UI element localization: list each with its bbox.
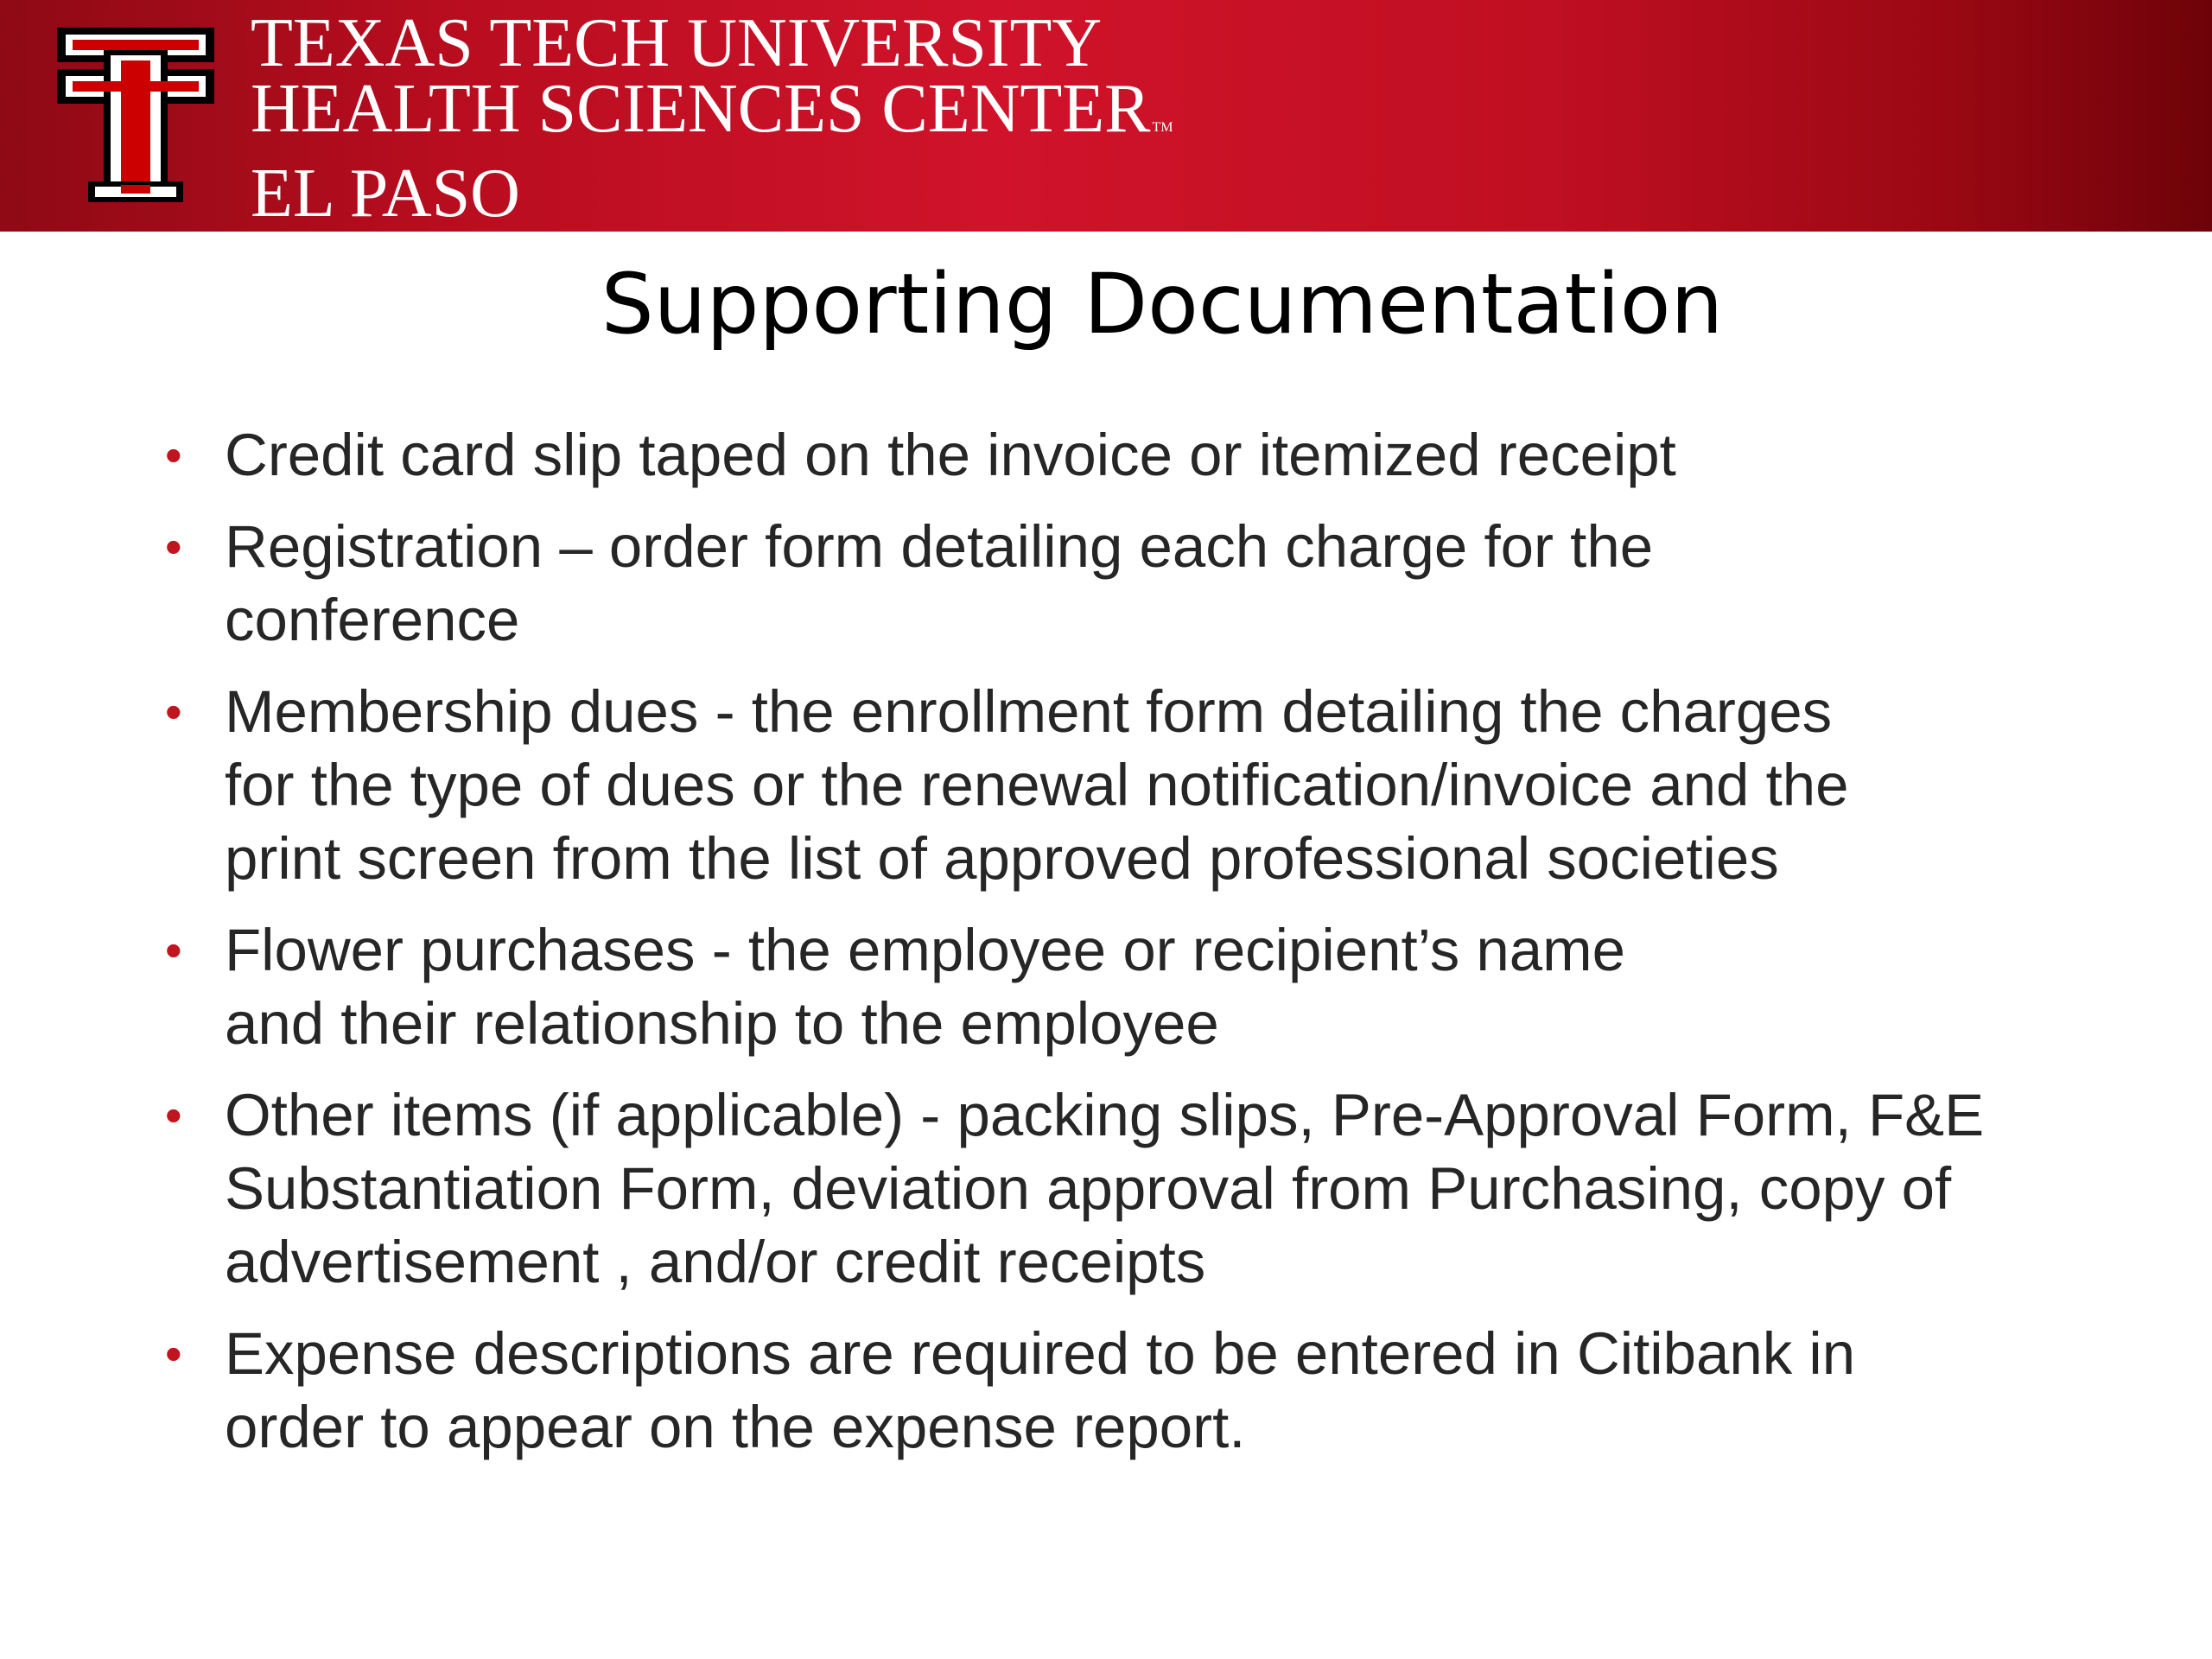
bullet-item: [165, 510, 2082, 657]
bullet-item: [165, 1078, 2082, 1299]
bullet-text-line: print screen from the list of approved professional societies: [225, 825, 1779, 892]
bullet-text-line: Credit card slip taped on the invoice or itemized receipt: [225, 422, 1676, 488]
bullet-item: [165, 913, 2082, 1060]
trademark-symbol: TM: [1152, 120, 1173, 135]
bullet-icon: •: [165, 923, 182, 977]
wordmark-line-2: [251, 71, 1173, 161]
slide-title: Supporting Documentation: [601, 256, 1724, 353]
bullet-text-line: order to appear on the expense report.: [225, 1394, 1246, 1460]
bullet-text-line: and their relationship to the employee: [225, 990, 1219, 1057]
bullet-icon: •: [165, 684, 182, 739]
bullet-icon: •: [165, 428, 182, 482]
bullet-text-line: advertisement , and/or credit receipts: [225, 1229, 1206, 1295]
wordmark-line-1: TEXAS TECH UNIVERSITY: [251, 5, 1103, 81]
double-t-logo-icon: [54, 24, 218, 207]
bullet-text-line: Flower purchases - the employee or recipient’s name: [225, 917, 1625, 983]
university-wordmark: [251, 5, 1173, 232]
bullet-icon: •: [165, 1088, 182, 1142]
bullet-item: [165, 1317, 2082, 1464]
bullet-text-line: Other items (if applicable) - packing slips, Pre-Approval Form, F&E: [225, 1082, 1985, 1148]
bullet-text-line: Substantiation Form, deviation approval from Purchasing, copy of: [225, 1155, 1952, 1222]
bullet-icon: •: [165, 1326, 182, 1381]
bullet-text-line: Registration – order form detailing each charge for the: [225, 513, 1654, 580]
header-banner: [0, 0, 2212, 232]
bullet-item: [165, 418, 2082, 492]
bullet-text-line: conference: [225, 587, 520, 653]
bullet-icon: •: [165, 519, 182, 574]
wordmark-line-2-text: HEALTH SCIENCES CENTER: [251, 71, 1151, 147]
bullet-text-line: Membership dues - the enrollment form detailing the charges: [225, 678, 1833, 745]
bullet-item: [165, 675, 2082, 895]
bullet-text-line: for the type of dues or the renewal notification/invoice and the: [225, 752, 1849, 818]
wordmark-line-3: EL PASO: [251, 156, 520, 232]
bullet-list: [165, 418, 2082, 1482]
bullet-text-line: Expense descriptions are required to be entered in Citibank in: [225, 1320, 1856, 1387]
